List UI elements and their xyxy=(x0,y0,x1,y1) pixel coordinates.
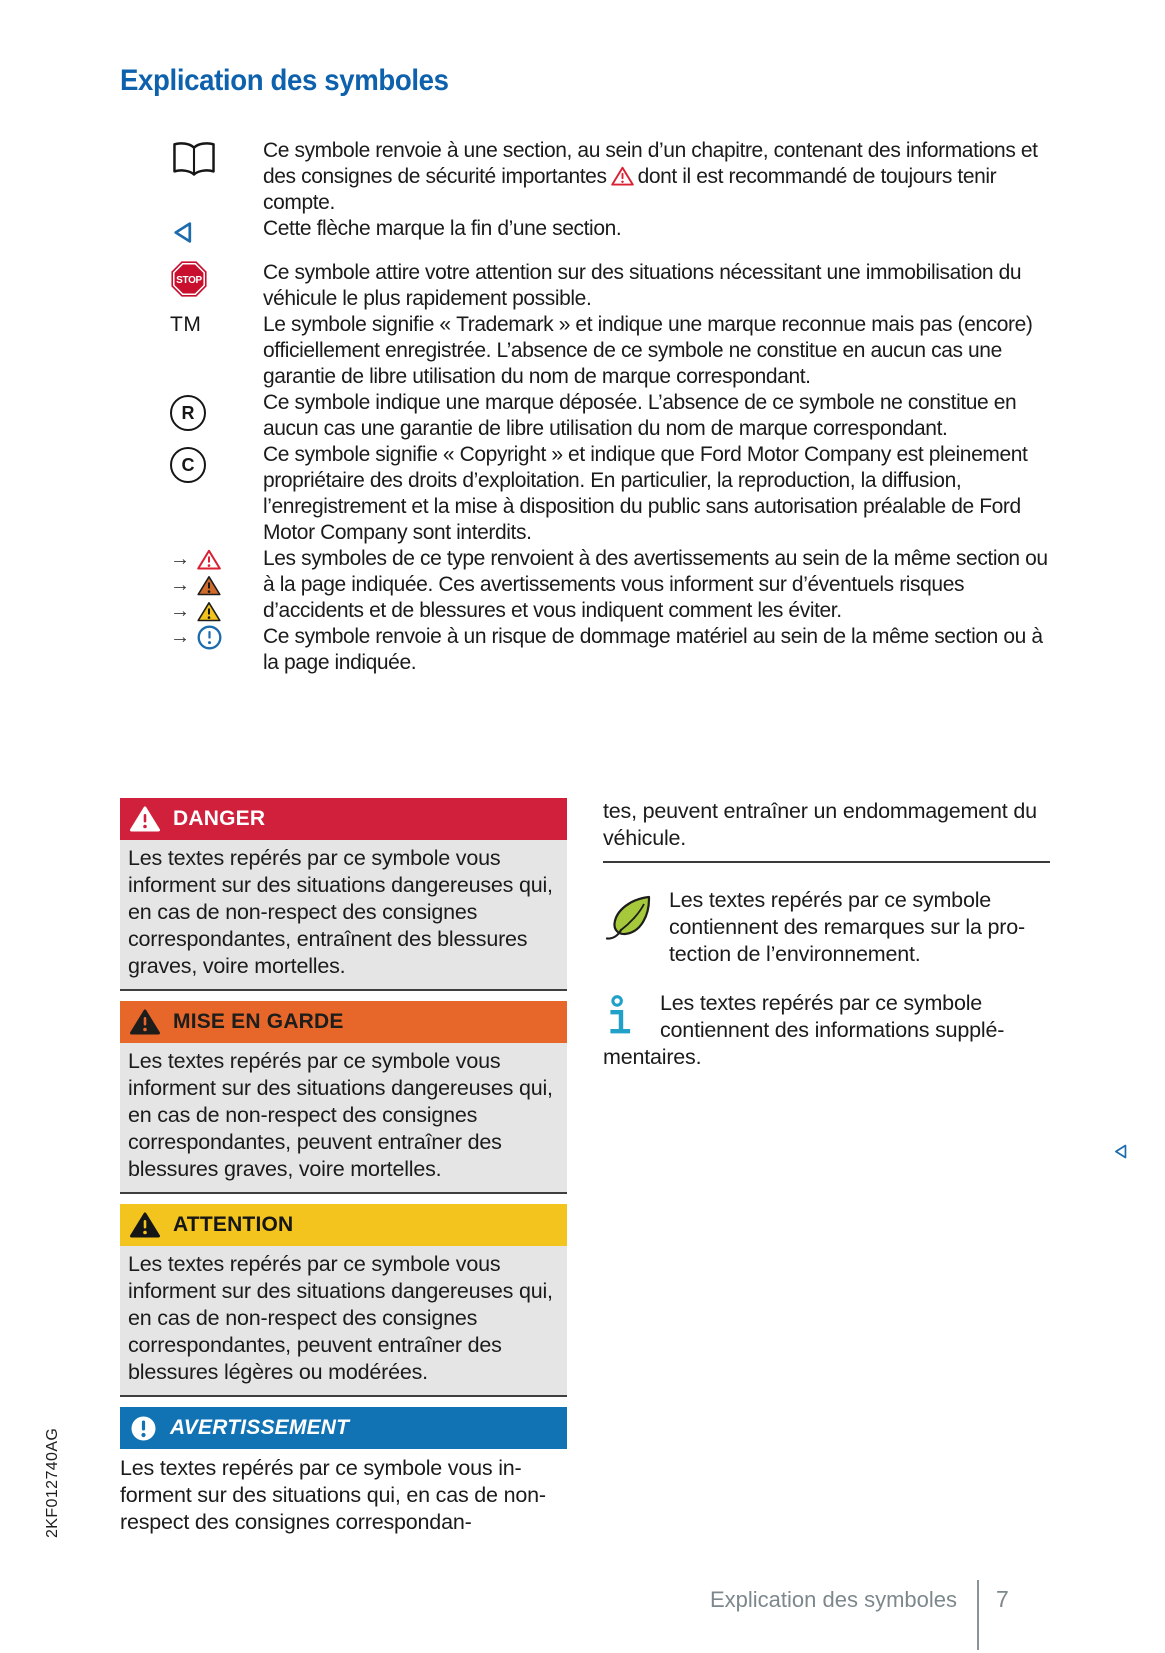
arrow-icon: → xyxy=(170,626,190,648)
info-note xyxy=(603,990,1050,1071)
footer-section-label: Explication des symboles xyxy=(710,1587,958,1612)
symbol-legend xyxy=(120,138,1052,676)
arrow-red-warning xyxy=(170,546,263,572)
warning-body: Les textes repérés par ce symbole vous informent sur des situations dangereuses qui, en cas de non-respect des consignes correspondantes, peuvent entraîner des blessures graves, voire mortelles. xyxy=(120,1043,567,1194)
section-end-arrow-icon xyxy=(1112,1143,1129,1165)
arrow-yellow-warning xyxy=(170,598,263,624)
legend-row-damage xyxy=(120,624,1052,676)
warning-triangle-icon xyxy=(611,166,634,186)
callout-column-right xyxy=(603,798,1050,1071)
environment-note-text: Les textes repérés par ce symbole contiennent des remarques sur la protection de l’environnement. xyxy=(669,888,1026,966)
open-book-icon xyxy=(120,140,263,185)
notice-label: AVERTISSEMENT xyxy=(170,1416,350,1439)
legend-text: Les symboles de ce type renvoient à des avertissements au sein de la même section ou à la page indiquée. Ces avertissements vous informent sur d’éventuels risques d’accidents et de blessures et vous indiquent comment les éviter. xyxy=(263,547,1048,622)
legend-text: Ce symbole renvoie à une section, au sein d’un chapitre, contenant des informations et des consignes de sécurité importantes dont il est recommandé de toujours tenir compte. xyxy=(263,139,1038,214)
danger-body: Les textes repérés par ce symbole vous informent sur des situations dangereuses qui, en cas de non-respect des consignes correspondantes, entraînent des blessures graves, voire mortelles. xyxy=(120,840,567,991)
warning-triangle-orange-icon xyxy=(197,575,221,596)
caution-header xyxy=(120,1204,567,1246)
legend-row-stop xyxy=(120,260,1052,312)
caution-box xyxy=(120,1204,567,1397)
legend-row-section-end xyxy=(120,216,1052,246)
danger-label: DANGER xyxy=(173,807,266,830)
warning-triangle-yellow-icon xyxy=(197,601,221,622)
footer-divider xyxy=(977,1580,979,1650)
registered-symbol: R xyxy=(120,390,263,431)
warning-header xyxy=(120,1001,567,1043)
legend-row-warning-refs xyxy=(120,546,1052,624)
warning-box xyxy=(120,1001,567,1194)
notice-box xyxy=(120,1407,567,1536)
legend-row-copyright xyxy=(120,442,1052,546)
legend-row-registered xyxy=(120,390,1052,442)
stop-sign-icon xyxy=(120,260,263,303)
arrow-icon: → xyxy=(170,548,190,570)
trademark-symbol: TM xyxy=(170,313,202,336)
legend-text: Ce symbole attire votre attention sur des situations nécessitant une immobilisation du véhicule le plus rapidement possible. xyxy=(263,261,1022,310)
section-end-arrow-icon xyxy=(120,220,263,250)
warning-triangle-icon xyxy=(130,1212,160,1238)
legend-text: Cette flèche marque la fin d’une section. xyxy=(263,217,622,240)
legend-row-book xyxy=(120,138,1052,216)
document-code: 2KF012740AG xyxy=(44,1427,61,1538)
legend-row-trademark xyxy=(120,312,1052,390)
page-title: Explication des symboles xyxy=(120,64,449,97)
leaf-icon xyxy=(603,890,657,944)
environment-note xyxy=(603,887,1050,968)
danger-box xyxy=(120,798,567,991)
notice-body-continuation: tes, peuvent entraîner un endommagement du véhicule. xyxy=(603,798,1050,863)
arrow-icon: → xyxy=(170,600,190,622)
warning-triangle-red-icon xyxy=(197,549,221,570)
warning-triangle-icon xyxy=(130,1009,160,1035)
arrow-icon: → xyxy=(170,574,190,596)
legend-text: Le symbole signifie « Trademark » et indique une marque reconnue mais pas (encore) officiellement enregistrée. L’absence de ce symbole ne constitue en aucun cas une garantie de libre utilisation du nom de marque correspondant. xyxy=(263,313,1033,388)
notice-body-left: Les textes repérés par ce symbole vous informent sur des situations qui, en cas de non-respect des consignes correspondan- xyxy=(120,1456,546,1534)
damage-exclamation-circle-icon xyxy=(197,625,222,650)
copyright-symbol: C xyxy=(120,442,263,483)
svg-text:STOP: STOP xyxy=(176,274,202,286)
warning-label: MISE EN GARDE xyxy=(173,1010,344,1033)
caution-label: ATTENTION xyxy=(173,1213,294,1236)
footer-page-number: 7 xyxy=(996,1586,1009,1612)
legend-text: Ce symbole indique une marque déposée. L’absence de ce symbole ne constitue en aucun cas une garantie de libre utilisation du nom de marque correspondant. xyxy=(263,391,1017,440)
arrow-damage-ref xyxy=(170,624,263,650)
arrow-orange-warning xyxy=(170,572,263,598)
info-icon xyxy=(608,995,633,1038)
info-note-text: Les textes repérés par ce symbole contiennent des informations supplémentaires. xyxy=(603,991,1005,1069)
legend-text: Ce symbole renvoie à un risque de dommage matériel au sein de la même section ou à la page indiquée. xyxy=(263,625,1043,674)
caution-body: Les textes repérés par ce symbole vous informent sur des situations dangereuses qui, en cas de non-respect des consignes correspondantes, peuvent entraîner des blessures légères ou modérées. xyxy=(120,1246,567,1397)
notice-header xyxy=(120,1407,567,1449)
page-footer xyxy=(710,1584,1009,1650)
warning-triangle-icon xyxy=(130,806,160,832)
exclamation-circle-icon xyxy=(130,1415,157,1442)
legend-text: Ce symbole signifie « Copyright » et indique que Ford Motor Company est pleinement propriétaire des droits d’exploitation. En particulier, la reproduction, la diffusion, l’enregistrement et la mise à disposition du public sans autorisation préalable de Ford Motor Company sont interdits. xyxy=(263,443,1028,544)
callout-column-left xyxy=(120,798,567,1546)
danger-header xyxy=(120,798,567,840)
